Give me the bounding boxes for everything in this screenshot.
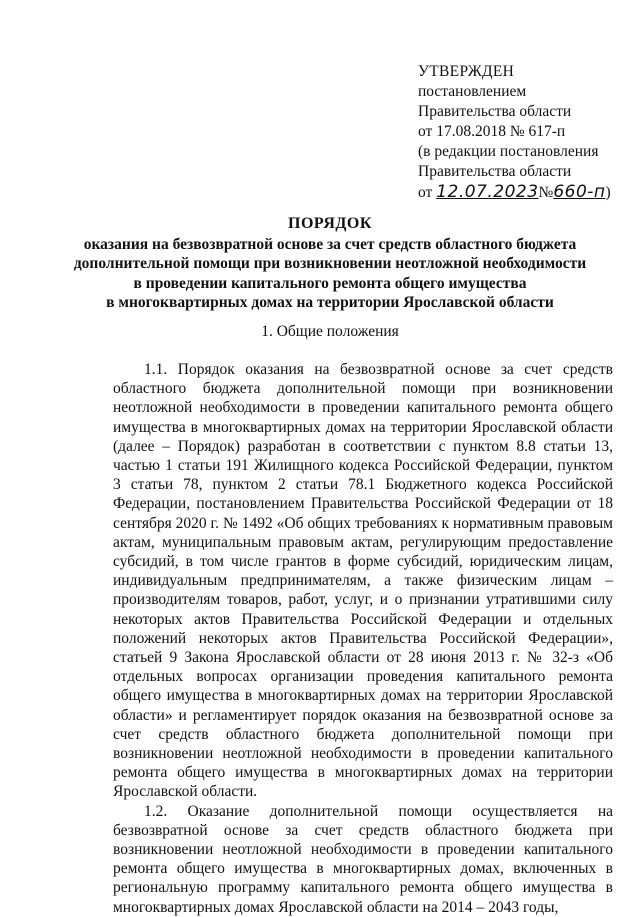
approval-line: (в редакции постановления	[418, 143, 599, 160]
approval-heading: УТВЕРЖДЕН	[418, 63, 515, 80]
title-line: в многоквартирных домах на территории Ярославской области	[106, 294, 554, 311]
approval-line: постановлением	[418, 83, 527, 100]
handwritten-date: 12.07.2023	[436, 182, 539, 202]
title-line: в проведении капитального ремонта общего имущества	[133, 274, 527, 292]
section-heading: 1. Общие положения	[261, 323, 399, 340]
approval-date-line: от 12.07.2023№660-п)	[418, 182, 611, 202]
approval-line: Правительства области	[418, 163, 572, 180]
title-main: ПОРЯДОК	[288, 215, 372, 232]
title-line: оказания на безвозвратной основе за счет средств областного бюджета	[83, 235, 577, 253]
approval-line: от 17.08.2018 № 617-п	[418, 123, 566, 140]
document-title	[60, 214, 600, 313]
paragraph-1-2: 1.2. Оказание дополнительной помощи осуществляется на безвозвратной основе за счет средств областного бюджета при возникновении неотложной необходимости в проведении капитального ремонта общего имущества в многоквартирных домах, включенных в региональную программу капитального ремонта общего имущества в многоквартирных домах Ярославской области на 2014 – 2043 годы,	[113, 802, 613, 916]
title-line: дополнительной помощи при возникновении неотложной необходимости	[73, 255, 587, 272]
approval-line: Правительства области	[418, 103, 572, 120]
approval-stamp	[418, 62, 618, 203]
number-sign: №	[538, 184, 554, 201]
date-prefix: от	[418, 184, 433, 201]
document-body	[113, 360, 613, 917]
handwritten-number: 660-п	[553, 182, 606, 202]
paragraph-1-1: 1.1. Порядок оказания на безвозвратной основе за счет средств областного бюджета дополнительной помощи при возникновении неотложной необходимости в проведении капитального ремонта общего имущества в многоквартирных домах на территории Ярославской области (далее – Порядок) разработан в соответствии с пунктом 8.8 статьи 13, частью 1 статьи 191 Жилищного кодекса Российской Федерации, пунктом 3 статьи 78, пунктом 2 статьи 78.1 Бюджетного кодекса Российской Федерации, постановлением Правительства Российской Федерации от 18 сентября 2020 г. № 1492 «Об общих требованиях к нормативным правовым актам, муниципальным правовым актам, регулирующим предоставление субсидий, в том числе грантов в форме субсидий, юридическим лицам, индивидуальным предпринимателям, а также физическим лицам – производителям товаров, работ, услуг, и о признании утратившими силу некоторых актов Правительства Российской Федерации и отдельных положений некоторых актов Правительства Российской Федерации», статьей 9 Закона Ярославской области от 28 июня 2013 г. № 32-з «Об отдельных вопросах организации проведения капитального ремонта общего имущества в многоквартирных домах на территории Ярославской области» и регламентирует порядок оказания на безвозвратной основе за счет средств областного бюджета дополнительной помощи при возникновении неотложной необходимости в проведении капитального ремонта общего имущества в многоквартирных домах на территории Ярославской области.	[113, 361, 613, 801]
